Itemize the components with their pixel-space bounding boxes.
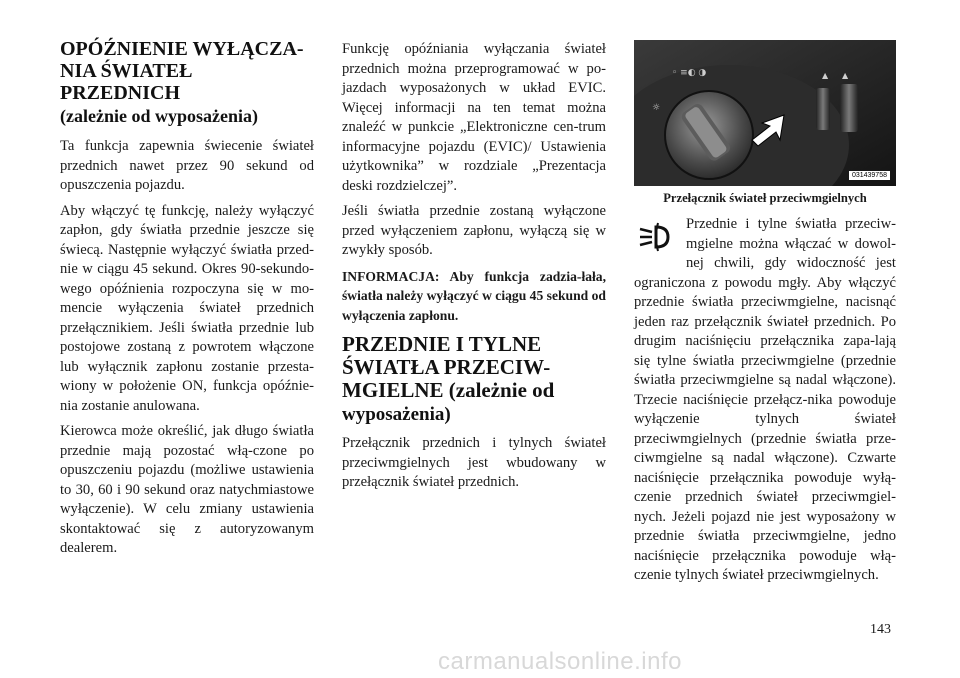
title-line-3: MGIELNE (zależnie od [342, 378, 555, 402]
title-line-1: OPÓŹNIENIE WYŁĄCZA- [60, 38, 304, 60]
title-line-2: ŚWIATŁA PRZECIW- [342, 355, 551, 379]
watermark: carmanualsonline.info [438, 648, 682, 675]
paragraph: Przełącznik przednich i tylnych świateł przeciwmgielnych jest wbudowany w przełącznik świateł przednich. [342, 435, 606, 490]
paragraph: Kierowca może określić, jak długo światła przednie mają pozostać włą-czone po opuszczeniu pojazdu (możliwe ustawienia to 30, 60 i 90 sekund oraz natychmiastowe wyłączenie). W celu zmiany ustawienia skontaktować się z autoryzowanym dealerem. [60, 423, 314, 556]
section-subtitle: (zależnie od wyposażenia) [60, 106, 258, 126]
section-title-headlight-delay [60, 38, 314, 128]
paragraph: Przednie i tylne światła przeciw-mgielne można włączać w dowol-nej chwili, gdy widoczność jest ograniczona z powodu mgły. Aby włączyć przednie światła przeciwmgielne, nacisnąć jeden raz przełącznik świateł przednich. Po drugim naciśnięciu przełącznika zapa-lają się tylne światła przeciwmgielne (przednie światła przeciwmgielne są nadal włączone). Trzecie naciśnięcie przełącz-nika powoduje wyłączenie tylnych świateł przeciwmgielnych (przednie światła prze-ciwmgielne są nadal włączone). Czwarte naciśnięcie przełącznika powoduje wyłą-czenie przednich świateł przeciwmgiel-nych. Jeżeli pojazd nie jest wyposażony w przednie światła przeciwmgielne, jedno naciśnięcie przełącznika powoduje włą-czenie tylnych świateł przeciwmgielnych. [634, 216, 896, 583]
page-number: 143 [870, 622, 891, 637]
headlight-switch-photo [634, 40, 896, 186]
figure-code: 031439758 [849, 171, 890, 180]
title-line-1: PRZEDNIE I TYLNE [342, 332, 542, 356]
title-line-4: wyposażenia) [342, 404, 451, 425]
column-middle [342, 40, 606, 499]
section-title-fog-lights [342, 333, 606, 426]
svg-text:▲: ▲ [842, 71, 849, 80]
column-left [60, 38, 314, 565]
fog-light-paragraph [634, 215, 896, 586]
svg-text:▲: ▲ [822, 71, 829, 80]
paragraph: Ta funkcja zapewnia świecenie świateł przednich nawet przez 90 sekund od opuszczenia pojazdu. [60, 138, 314, 193]
figure-caption: Przełącznik świateł przeciwmgielnych [663, 191, 867, 205]
column-right [634, 40, 896, 592]
headlight-switch-illustration [634, 40, 896, 186]
svg-text:☼: ☼ [652, 103, 661, 113]
paragraph: Funkcję opóźniania wyłączania świateł przednich można przeprogramować w po-jazdach wyposażonych w układ EVIC. Więcej informacji na ten temat można znaleźć w punkcie „Elektroniczne cen-trum informacyjne pojazdu (EVIC)/ Ustawienia użytkownika” w rozdziale „Prezentacja deski rozdzielczej”. [342, 41, 606, 194]
svg-text:◦ ≡◐ ◑: ◦ ≡◐ ◑ [672, 68, 707, 78]
note-paragraph: INFORMACJA: Aby funkcja zadzia-łała, światła należy wyłączyć w ciągu 45 sekund od wyłączenia zapłonu. [342, 268, 606, 323]
paragraph: Jeśli światła przednie zostaną wyłączone przed wyłączeniem zapłonu, wyłączą się w zwykły sposób. [342, 203, 606, 258]
paragraph: Aby włączyć tę funkcję, należy wyłączyć zapłon, gdy światła przednie jeszcze się świecą. Następnie wyłączyć światła przed-nie w ciągu 45 sekund. Okres 90-sekundo-wego opóźnienia rozpoczyna się w mo-mencie wyłączenia świateł przednich przełącznikiem. Jeśli światła przednie lub postojowe zostaną z powrotem włączone lub wyłącznik zapłonu zostanie przesta-wiony w położenie ON, funkcja opóźnie-nia zostanie anulowana. [60, 202, 314, 414]
title-line-2: NIA ŚWIATEŁ PRZEDNICH [60, 60, 193, 104]
front-fog-light-icon [634, 217, 678, 257]
